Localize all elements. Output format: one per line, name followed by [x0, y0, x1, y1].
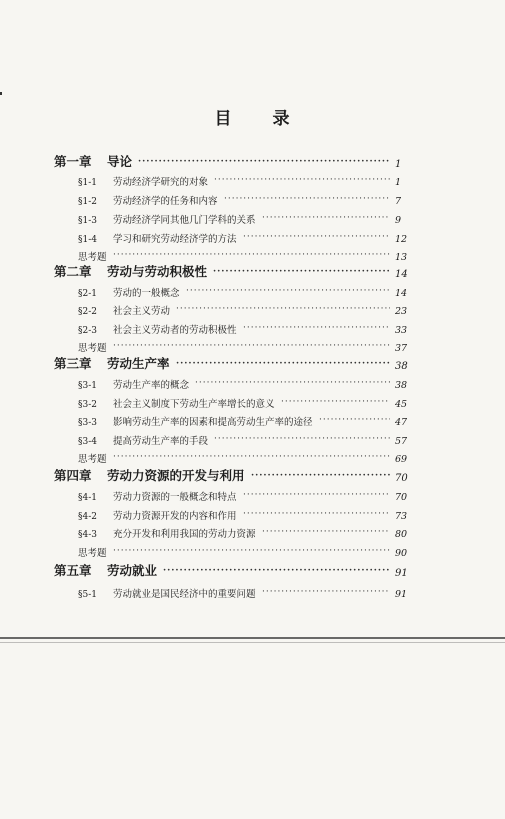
- chapter-number: 第五章: [54, 563, 92, 578]
- toc-questions-row: [0, 336, 505, 354]
- page-number: 70: [395, 492, 408, 503]
- section-title: 劳动的一般概念: [113, 288, 180, 299]
- questions-label: 思考题: [78, 548, 107, 559]
- questions-label: 思考题: [78, 252, 107, 263]
- section-number: §1-4: [78, 235, 97, 245]
- leader-dots: [213, 266, 390, 278]
- section-number: §3-1: [78, 381, 97, 391]
- section-title: 劳动生产率的概念: [113, 380, 190, 391]
- page-number: 57: [395, 436, 408, 447]
- toc-chapter-row: [0, 466, 505, 484]
- page-number: 90: [395, 548, 408, 559]
- page-number: 73: [395, 511, 408, 522]
- leader-dots: [195, 377, 390, 389]
- section-title: 劳动经济学同其他几门学科的关系: [113, 215, 256, 226]
- toc-chapter-row: [0, 152, 505, 170]
- scan-edge-line: [0, 637, 505, 639]
- section-number: §4-1: [78, 493, 97, 503]
- page-number: 13: [395, 252, 408, 263]
- toc-chapter-row: [0, 262, 505, 280]
- section-number: §2-3: [78, 326, 97, 336]
- toc-section-row: [0, 392, 505, 410]
- toc-section-row: [0, 299, 505, 317]
- section-title: 劳动经济学研究的对象: [113, 177, 209, 188]
- questions-label: 思考题: [78, 343, 107, 354]
- page-number: 37: [395, 343, 408, 354]
- toc-section-row: [0, 281, 505, 299]
- toc-section-row: [0, 373, 505, 391]
- toc-section-row: [0, 170, 505, 188]
- leader-dots: [214, 174, 390, 186]
- chapter-title: 劳动生产率: [107, 356, 170, 371]
- chapter-title: 劳动力资源的开发与利用: [107, 468, 245, 483]
- page-number: 14: [395, 288, 408, 299]
- page-number: 69: [395, 454, 408, 465]
- leader-dots: [138, 156, 390, 168]
- leader-dots: [224, 193, 390, 205]
- chapter-title: 导论: [107, 154, 133, 169]
- toc-section-row: [0, 582, 505, 600]
- page-number: 1: [395, 177, 402, 188]
- page-number: 70: [395, 473, 408, 484]
- toc-section-row: [0, 522, 505, 540]
- chapter-number: 第三章: [54, 356, 92, 371]
- toc-chapter-row: [0, 354, 505, 372]
- section-title: 劳动力资源开发的内容和作用: [113, 511, 237, 522]
- page-number: 47: [395, 417, 408, 428]
- chapter-number: 第一章: [54, 154, 92, 169]
- page-number: 12: [395, 234, 408, 245]
- page-number: 23: [395, 306, 408, 317]
- chapter-title: 劳动与劳动积极性: [107, 264, 208, 279]
- page-number: 1: [395, 159, 402, 170]
- toc-section-row: [0, 208, 505, 226]
- section-number: §3-2: [78, 400, 97, 410]
- toc-questions-row: [0, 245, 505, 263]
- section-title: 学习和研究劳动经济学的方法: [113, 234, 237, 245]
- questions-label: 思考题: [78, 454, 107, 465]
- leader-dots: [262, 586, 390, 598]
- title-char-1: 目: [214, 109, 233, 129]
- section-number: §3-3: [78, 418, 97, 428]
- leader-dots: [243, 322, 390, 334]
- page-number: 9: [395, 215, 402, 226]
- toc-questions-row: [0, 447, 505, 465]
- chapter-number: 第四章: [54, 468, 92, 483]
- toc-section-row: [0, 410, 505, 428]
- title-char-2: 录: [272, 109, 291, 129]
- leader-dots: [163, 565, 390, 577]
- chapter-title: 劳动就业: [107, 563, 158, 578]
- page-number: 45: [395, 399, 408, 410]
- page-number: 80: [395, 529, 408, 540]
- section-number: §1-2: [78, 197, 97, 207]
- leader-dots: [251, 470, 390, 482]
- toc-section-row: [0, 485, 505, 503]
- leader-dots: [319, 414, 390, 426]
- section-number: §2-2: [78, 307, 97, 317]
- toc-section-row: [0, 429, 505, 447]
- leader-dots: [281, 396, 390, 408]
- leader-dots: [214, 433, 390, 445]
- section-title: 社会主义劳动: [113, 306, 171, 317]
- toc-section-row: [0, 504, 505, 522]
- toc-section-row: [0, 189, 505, 207]
- section-title: 提高劳动生产率的手段: [113, 436, 209, 447]
- section-title: 社会主义劳动者的劳动积极性: [113, 325, 237, 336]
- leader-dots: [243, 508, 390, 520]
- section-title: 劳动就业是国民经济中的重要问题: [113, 589, 256, 600]
- leader-dots: [262, 526, 390, 538]
- toc-chapter-row: [0, 561, 505, 579]
- section-number: §4-3: [78, 530, 97, 540]
- page-number: 14: [395, 269, 408, 280]
- section-title: 社会主义制度下劳动生产率增长的意义: [113, 399, 275, 410]
- leader-dots: [113, 249, 390, 261]
- section-number: §4-2: [78, 512, 97, 522]
- section-number: §5-1: [78, 590, 97, 600]
- leader-dots: [176, 358, 390, 370]
- section-number: §1-3: [78, 216, 97, 226]
- leader-dots: [186, 285, 390, 297]
- leader-dots: [243, 489, 390, 501]
- section-number: §2-1: [78, 289, 97, 299]
- section-number: §3-4: [78, 437, 97, 447]
- toc-section-row: [0, 318, 505, 336]
- leader-dots: [113, 545, 390, 557]
- chapter-number: 第二章: [54, 264, 92, 279]
- page-number: 38: [395, 361, 408, 372]
- page-number: 38: [395, 380, 408, 391]
- section-title: 充分开发和利用我国的劳动力资源: [113, 529, 256, 540]
- section-title: 劳动经济学的任务和内容: [113, 196, 218, 207]
- leader-dots: [113, 451, 390, 463]
- section-title: 影响劳动生产率的因素和提高劳动生产率的途径: [113, 417, 313, 428]
- section-title: 劳动力资源的一般概念和特点: [113, 492, 237, 503]
- toc-questions-row: [0, 541, 505, 559]
- page-number: 91: [395, 568, 408, 579]
- leader-dots: [176, 303, 390, 315]
- page-number: 7: [395, 196, 402, 207]
- scan-edge-line-faint: [0, 642, 505, 643]
- toc-section-row: [0, 227, 505, 245]
- section-number: §1-1: [78, 178, 97, 188]
- page-number: 33: [395, 325, 408, 336]
- page-number: 91: [395, 589, 408, 600]
- leader-dots: [262, 212, 390, 224]
- leader-dots: [113, 340, 390, 352]
- leader-dots: [243, 231, 390, 243]
